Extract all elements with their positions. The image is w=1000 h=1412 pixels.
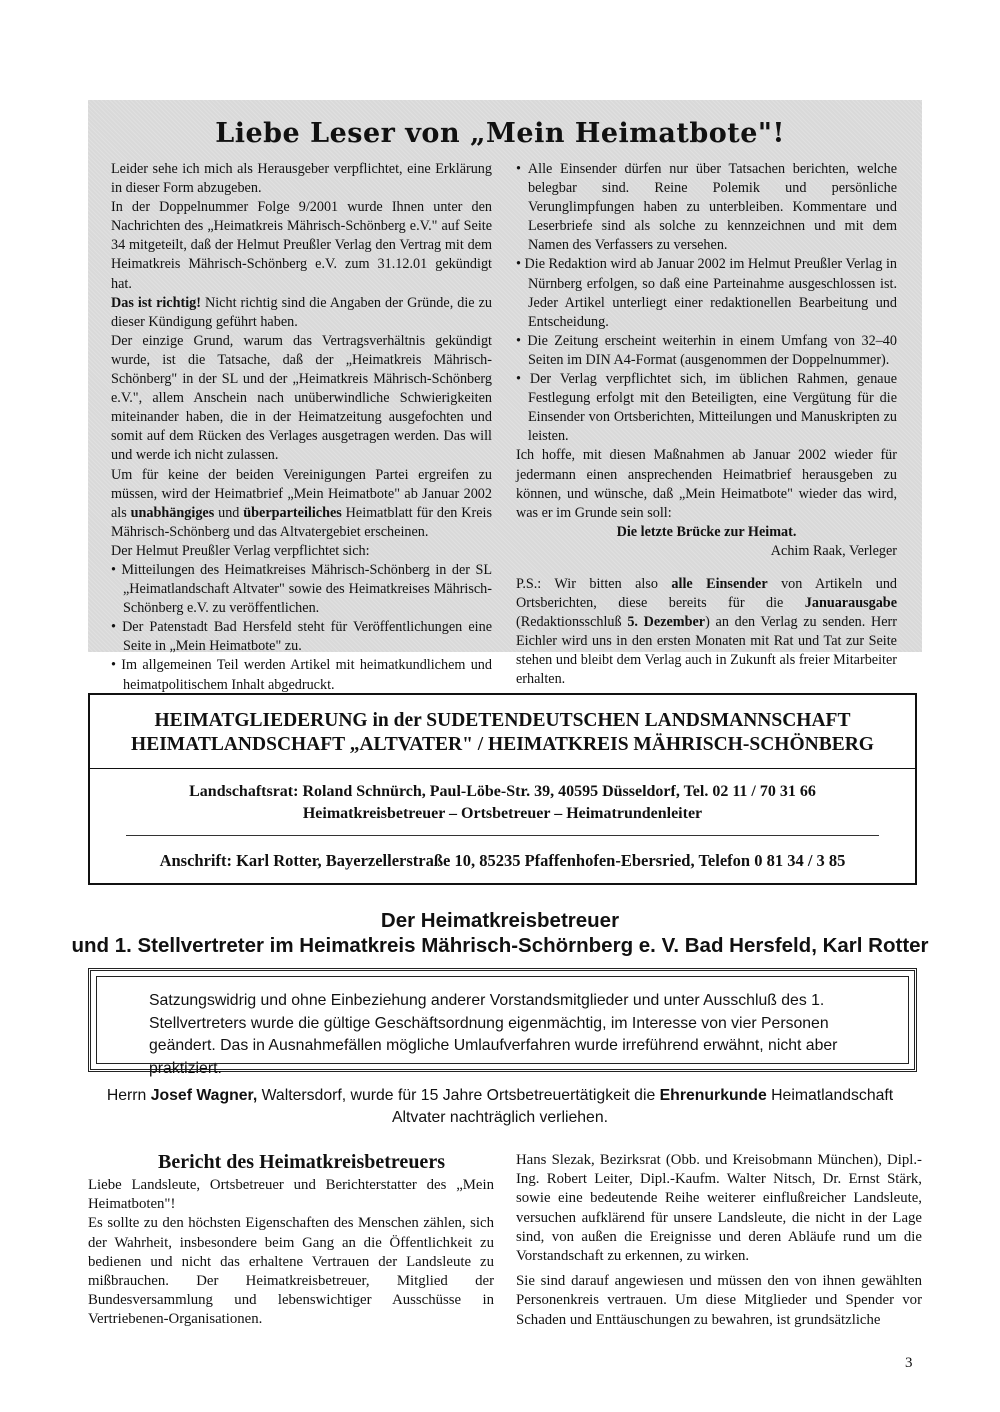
bericht-left-column [88, 1176, 494, 1330]
divider [126, 835, 879, 836]
signature: Achim Raak, Verleger [770, 542, 897, 559]
paragraph: Hans Slezak, Bezirksrat (Obb. und Kreisobmann München), Dipl.-Ing. Robert Leiter, Dipl.-Kaufm. Walter Nitsch, Dr. Ernst Stärk, sowie eine bedeutende Reihe weiterer einflußreicher Landsleute, versuchen aufklärend für unsere Landsleute, die nicht in der Lage sind, von außen die Ereignisse und deren Abläufe rund um die Vorstandschaft zu erkennen, zu wirken. [516, 1152, 922, 1265]
bullet-item: • Alle Einsender dürfen nur über Tatsachen berichten, welche belegbar sind. Reine Polemik und persönliche Verunglimpfungen haben zu unterbleiben. Kommentare und Leserbriefe sind als solche zu kennzeichnen und mit dem Namen des Verfassers zu versehen. [516, 161, 897, 254]
heimatgliederung-box [88, 693, 917, 885]
landschaftsrat-info: Landschaftsrat: Roland Schnürch, Paul-Löbe-Str. 39, 40595 Düsseldorf, Tel. 02 11 / 70 31 66 Heimatkreisbetreuer – Ortsbetreuer – Heimatrundenleiter [189, 783, 816, 822]
bullet-item: • Die Redaktion wird ab Januar 2002 im Helmut Preußler Verlag in Nürnberg erfolgen, so daß eine Parteinahme ausgeschlossen ist. Jeder Artikel unterliegt einer redaktionellen Bearbeitung und Entscheidung. [516, 256, 897, 330]
bullet-item: • Der Patenstadt Bad Hersfeld steht für Veröffentlichungen eine Seite in „Mein Heimatbote" zu. [111, 619, 492, 655]
paragraph: Das ist richtig! Nicht richtig sind die Angaben der Gründe, die zu dieser Kündigung geführt haben. [111, 294, 492, 330]
header-line-1: HEIMATGLIEDERUNG in der SUDETENDEUTSCHEN LANDSMANNSCHAFT [154, 710, 851, 731]
paragraph: Ich hoffe, mit diesen Maßnahmen ab Januar 2002 wieder für jedermann einen ansprechenden Heimatbrief herausgeben zu können, und wünsche, daß „Mein Heimatbote" wieder das wird, was er im Grunde sein soll: [516, 447, 897, 521]
paragraph: Der Helmut Preußler Verlag verpflichtet sich: [111, 542, 370, 559]
motto: Die letzte Brücke zur Heimat. [616, 523, 797, 540]
heimatgliederung-header [90, 695, 915, 769]
section-title: Der Heimatkreisbetreuer und 1. Stellvertreter im Heimatkreis Mährisch-Schörnberg e. V. Bad Hersfeld, Karl Rotter [71, 909, 929, 957]
paragraph: Es sollte zu den höchsten Eigenschaften des Menschen zählen, sich der Wahrheit, insbesondere beim Gang an die Öffentlichkeit zu bedienen und nicht das erhaltene Vertrauen der Landsleute zu mißbrauchen. Der Heimatkreisbetreuer, Mitglied der Bundesversammlung und lebenswichtiger Ausschüsse in Vertriebenen-Organisationen. [88, 1215, 494, 1328]
page-number: 3 [905, 1355, 913, 1371]
paragraph: In der Doppelnummer Folge 9/2001 wurde Ihnen unter den Nachrichten des „Heimatkreis Mährisch-Schönberg e.V." auf Seite 34 mitgeteilt, daß der Helmut Preußler Verlag den Vertrag mit dem Heimatkreis Mährisch-Schönberg e.V. zum 31.12.01 gekündigt hat. [111, 199, 492, 292]
statement-text: Satzungswidrig und ohne Einbeziehung anderer Vorstandsmitglieder und unter Ausschluß des 1. Stellvertreters wurde die gültige Geschäftsordnung eigenmächtig, im Interesse von vier Personen geändert. Das in Ausnahmefällen mögliche Umlaufverfahren wurde irreführend erwähnt, nicht aber praktiziert. [96, 976, 909, 1064]
header-line-2: HEIMATLANDSCHAFT „ALTVATER" / HEIMATKREIS MÄHRISCH-SCHÖNBERG [131, 734, 874, 755]
paragraph: Der einzige Grund, warum das Vertragsverhältnis gekündigt wurde, ist die Tatsache, daß der „Heimatkreis Mährisch-Schönberg" in der SL und der „Heimatkreis Mährisch-Schönberg e.V.", allem Anschein nach unüberwindliche Schwierigkeiten miteinander haben, die in der Heimatzeitung ausgefochten und somit auf dem Rücken des Verlages ausgetragen werden. Das will und werde ich nicht zulassen. [111, 332, 492, 464]
bullet-item: • Der Verlag verpflichtet sich, im üblichen Rahmen, genaue Festlegung erfolgt mit den Beteiligten, eine Vergütung für die Einsender von Ortsberichten, Mitteilungen und Manuskripten zu leisten. [516, 371, 897, 445]
ehrenurkunde-note: Herrn Josef Wagner, Waltersdorf, wurde für 15 Jahre Ortsbetreuertätigkeit die Ehrenurkunde Heimatlandschaft Altvater nachträglich verliehen. [106, 1087, 894, 1126]
bericht-title: Bericht des Heimatkreisbetreuers [158, 1151, 445, 1173]
notice-left-column [111, 160, 492, 695]
statement-box [88, 968, 917, 1077]
paragraph: Leider sehe ich mich als Herausgeber verpflichtet, eine Erklärung in dieser Form abzugeben. [111, 161, 492, 197]
notice-right-column [516, 160, 897, 690]
bullet-item: • Die Zeitung erscheint weiterhin in einem Umfang von 32–40 Seiten im DIN A4-Format (ausgenommen der Doppelnummer). [516, 332, 897, 368]
paragraph: Liebe Landsleute, Ortsbetreuer und Berichterstatter des „Mein Heimatboten"! [88, 1177, 494, 1213]
paragraph: Um für keine der beiden Vereinigungen Partei ergreifen zu müssen, wird der Heimatbrief „Mein Heimatbote" ab Januar 2002 als unabhängiges und überparteiliches Heimatblatt für den Kreis Mährisch-Schönberg und das Altvatergebiet erscheinen. [111, 466, 493, 540]
contact-address: Anschrift: Karl Rotter, Bayerzellerstraße 10, 85235 Pfaffenhofen-Ebersried, Telefon 0 81 34 / 3 85 [159, 851, 846, 870]
bullet-item: • Im allgemeinen Teil werden Artikel mit heimatkundlichem und heimatpolitischem Inhalt abgedruckt. [111, 657, 492, 693]
bullet-item: • Mitteilungen des Heimatkreises Mährisch-Schönberg in der SL „Heimatlandschaft Altvater" sowie des Heimatkreises Mährisch-Schönberg e.V. zu veröffentlichen. [111, 561, 492, 617]
bericht-right-column [516, 1151, 922, 1330]
notice-title: Liebe Leser von „Mein Heimatbote"! [215, 118, 785, 149]
paragraph: Sie sind darauf angewiesen und müssen den von ihnen gewählten Personenkreis vertrauen. Um diese Mitglieder und Spender vor Schaden und Enttäuschungen zu bewahren, ist grundsätzliche [516, 1273, 922, 1328]
postscript: P.S.: Wir bitten also alle Einsender von Artikeln und Ortsberichten, diese bereits für die Januarausgabe (Redaktionsschluß 5. Dezember) an den Verlag zu senden. Herr Eichler wird uns in den ersten Monaten mit Rat und Tat zur Seite stehen und bleibt dem Verlag auch in Zukunft als freier Mitarbeiter erhalten. [516, 575, 898, 688]
